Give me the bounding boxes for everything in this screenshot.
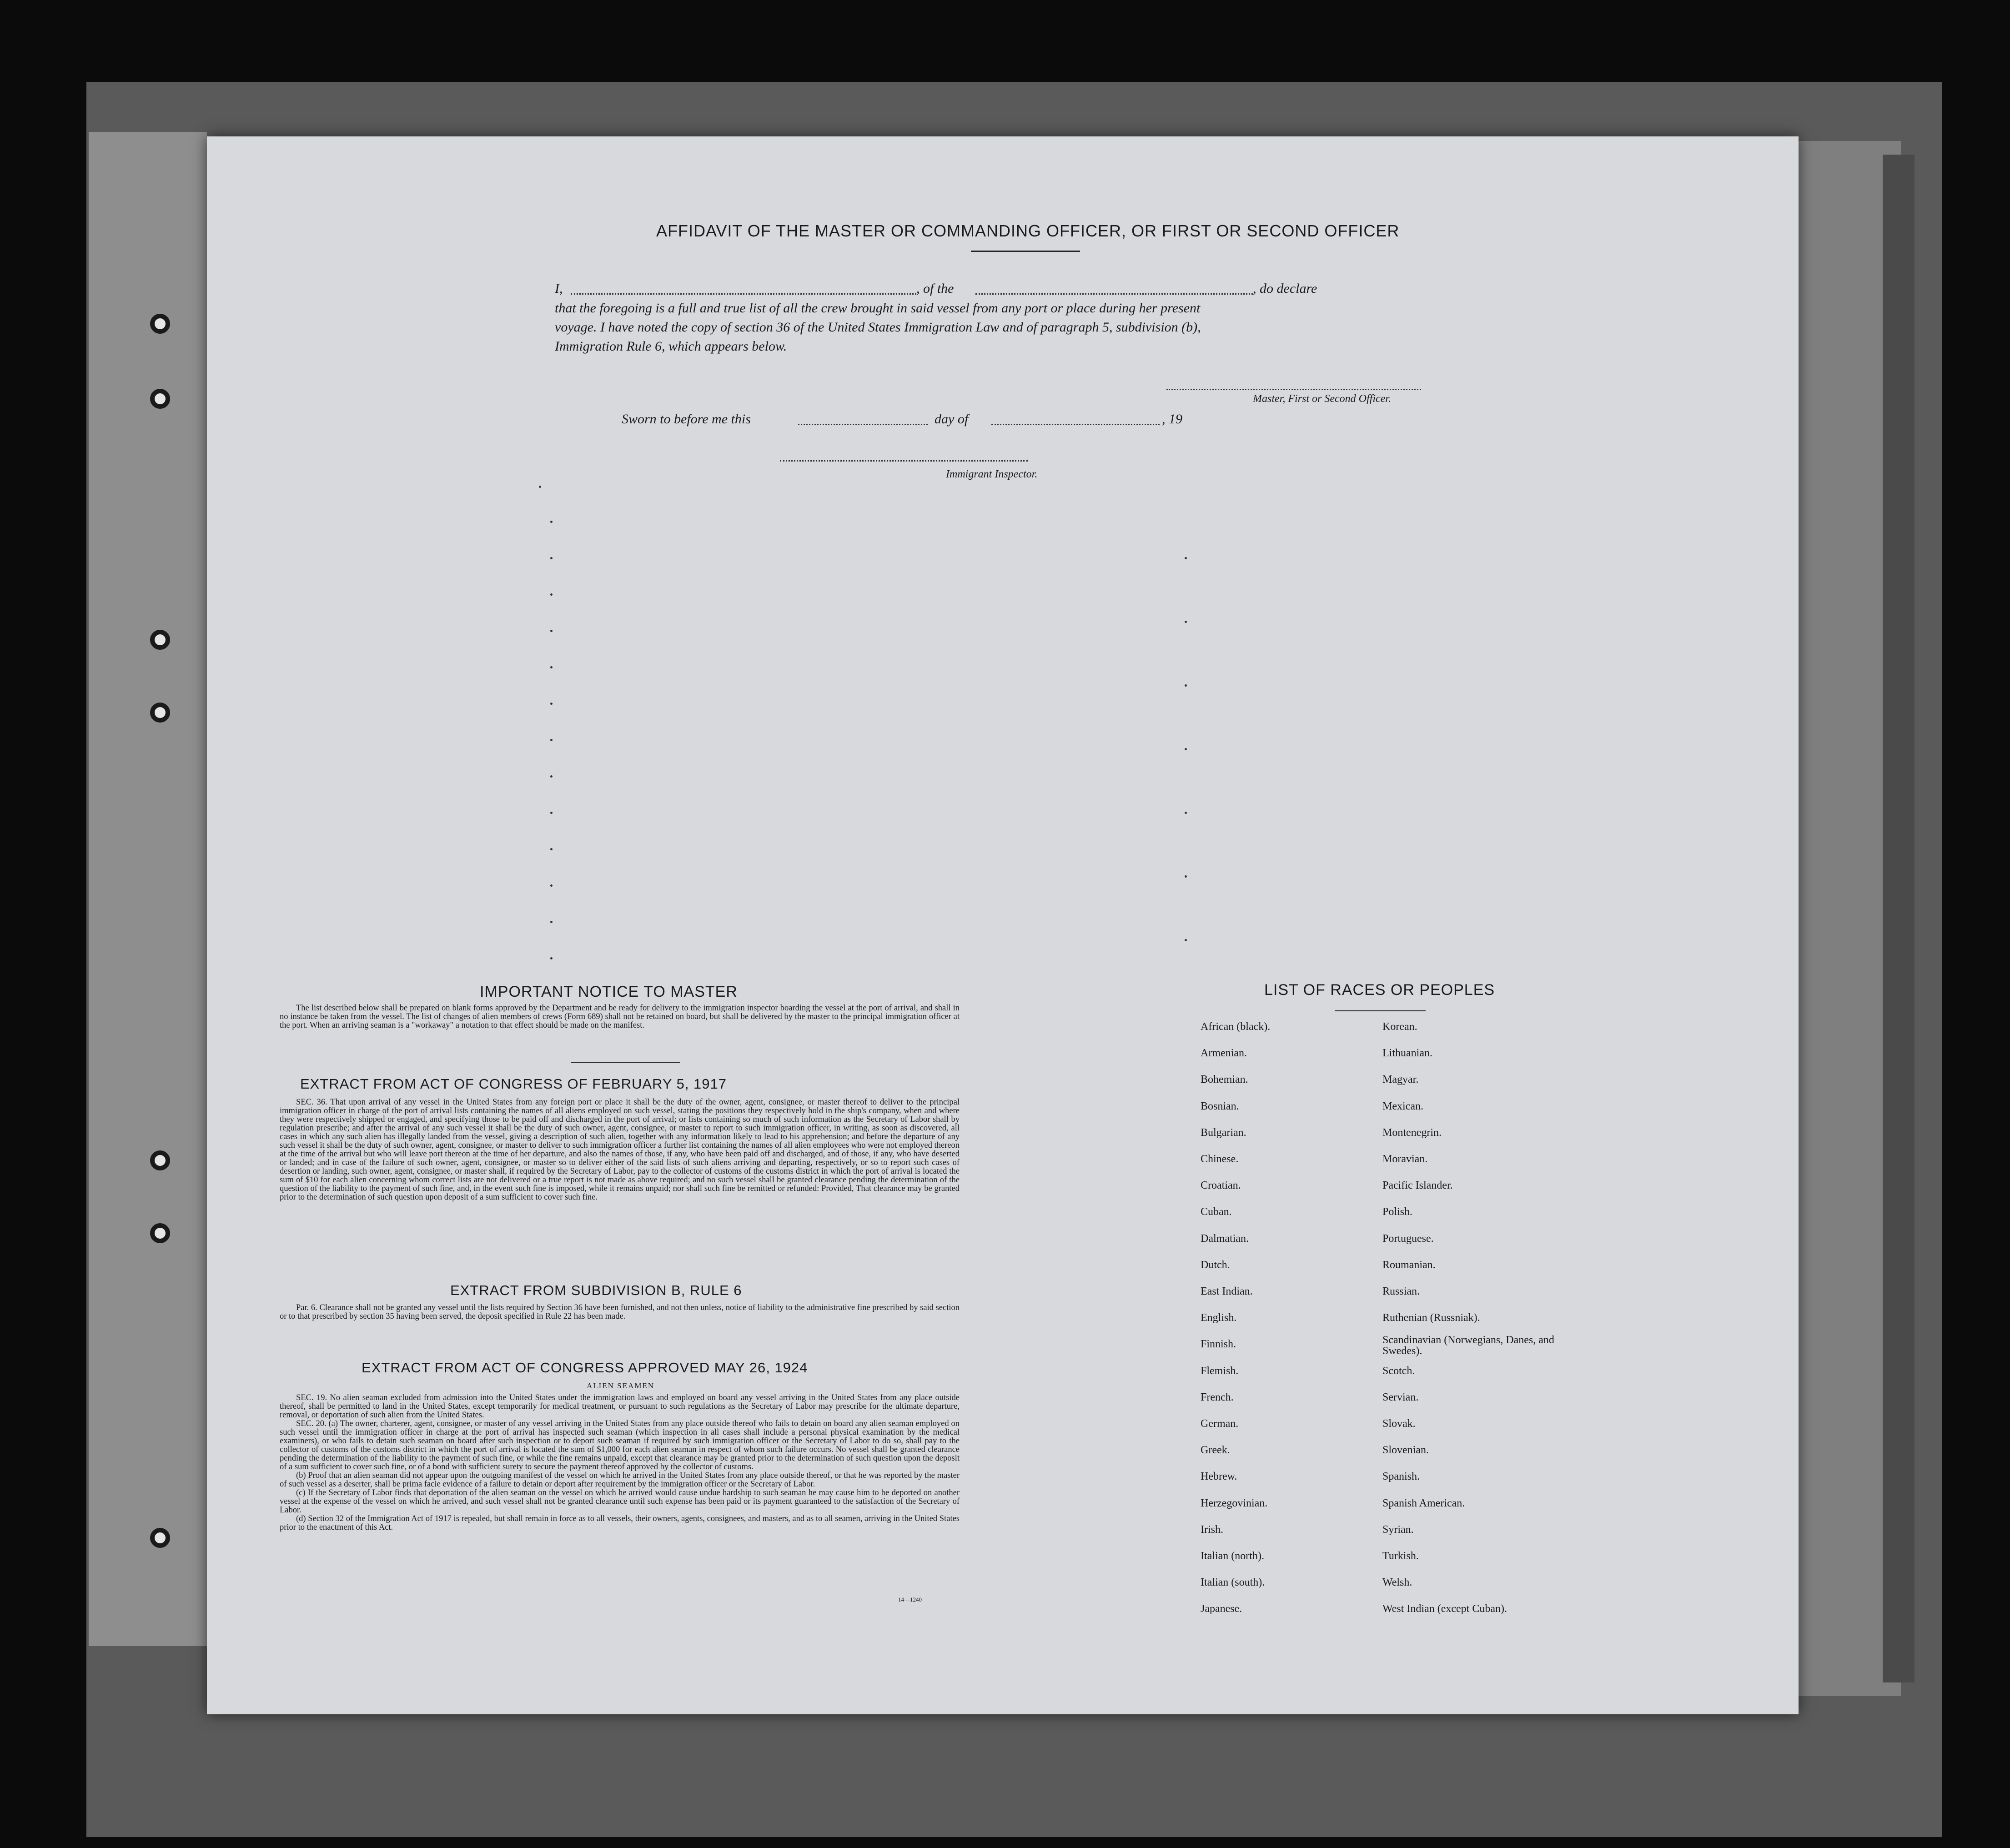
extract-1924-para: SEC. 20. (a) The owner, charterer, agent, consignee, or master of any vessel arriving in the United States from any place outside thereof who fails to detain on board any alien seaman employed on such vessel until the immigration officer in charge at the port of arrival has inspected such seaman (which inspection in all cases shall include a personal physical examination by the medical examiners), or who fails to detain such seaman on board after such inspection or to deport such seaman if required by such immigration officer or the Secretary of Labor to do so, shall pay to the collector of customs of the customs district in which the port of arrival is located the sum of $1,000 for each alien seaman in respect of whom such failure occurs. No vessel shall be granted clearance pending the determination of the liability to the payment of such fine, or while the fine remains unpaid, except that clearance may be granted prior to the determination of such question upon the deposit of a sum sufficient to cover such fine, or of a bond with sufficient surety to secure the payment thereof approved by the collector of customs.	[280, 1419, 960, 1471]
master-label: Master, First or Second Officer.	[1253, 393, 1391, 405]
race-item: Servian.	[1382, 1391, 1419, 1403]
race-item: East Indian.	[1201, 1286, 1253, 1297]
race-item: Slovak.	[1382, 1418, 1416, 1430]
affidavit-title: AFFIDAVIT OF THE MASTER OR COMMANDING OFFICER, OR FIRST OR SECOND OFFICER	[656, 221, 1400, 240]
race-item: Italian (north).	[1201, 1550, 1264, 1562]
race-item: African (black).	[1201, 1021, 1271, 1033]
race-item: Hebrew.	[1201, 1471, 1237, 1483]
race-item: Japanese.	[1201, 1603, 1242, 1615]
race-item: Welsh.	[1382, 1577, 1412, 1589]
sworn-month-line	[991, 424, 1160, 425]
extract-rule6-text: Par. 6. Clearance shall not be granted any vessel until the lists required by Section 36 have been furnished, and not then unless, notice of liability to the administrative fine prescribed by said section or to that prescribed by section 35 having been served, the deposit specified in Rule 22 has been made.	[280, 1303, 960, 1321]
race-item: Bulgarian.	[1201, 1126, 1246, 1139]
extract-rule6-body	[280, 1304, 960, 1321]
race-item: Croatian.	[1201, 1180, 1241, 1192]
race-item: Moravian.	[1382, 1153, 1428, 1165]
inspector-label: Immigrant Inspector.	[946, 468, 1038, 480]
notice-body	[280, 1004, 960, 1030]
binder-hole	[150, 630, 170, 650]
race-item: Finnish.	[1201, 1338, 1236, 1351]
notice-text: The list described below shall be prepared on blank forms approved by the Department and be ready for delivery to the immigration inspector boarding the vessel at the port of arrival, and shall in no instance be taken from the vessel. The list of changes of alien members of crews (Form 689) shall not be retained on board, but shall be delivered by the master to the principal immigration officer at the port. When an arriving seaman is a "workaway" a notation to that effect should be made on the manifest.	[280, 1004, 960, 1030]
race-item: Russian.	[1382, 1286, 1420, 1297]
race-item: French.	[1201, 1391, 1234, 1403]
document-page	[207, 136, 1799, 1714]
affidavit-line-2: that the foregoing is a full and true list of all the crew brought in said vessel from any port or place during her present	[555, 301, 1201, 316]
bleed-dot	[1185, 875, 1187, 878]
right-binder-edge	[1883, 155, 1915, 1682]
races-rule	[1335, 1010, 1426, 1011]
extract-1917-text: SEC. 36. That upon arrival of any vessel in the United States from any foreign port or place it shall be the duty of the owner, agent, consignee, or master thereof to deliver to the principal immigration officer in charge of the port of arrival lists containing the names of all aliens employed on such vessel, stating the positions they respectively hold in the ship's company, when and where they were respectively shipped or engaged, and specifying those to be paid off and discharged in the port of arrival; or lists containing so much of such information as the Secretary of Labor shall by regulation prescribe; and after the arrival of any such vessel it shall be the duty of such owner, agent, consignee, or master to report to such immigration officer, in writing, as soon as discovered, all cases in which any such alien has illegally landed from the vessel, giving a description of such alien, together with any information likely to lead to his apprehension; and before the departure of any such vessel it shall be the duty of such owner, agent, consignee, or master to deliver to such immigration officer a further list containing the names of all alien employees who were not employed thereon at the time of the arrival but who will leave port thereon at the time of her departure, and also the names of those, if any, who have been paid off and discharged, and of those, if any, who have deserted or landed; and in case of the failure of such owner, agent, consignee, or master so to deliver either of the said lists of such aliens arriving and departing, respectively, or so to report such cases of desertion or landing, such owner, agent, consignee, or master shall, if required by the Secretary of Labor, pay to the collector of customs of the customs district in which the port of arrival is located the sum of $10 for each alien concerning whom correct lists are not delivered or a true report is not made as above required; and no such vessel shall be granted clearance pending the determination of the question of the liability to the payment of such fine, and, in the event such fine is imposed, while it remains unpaid; nor shall such fine be remitted or refunded: Provided, That clearance may be granted prior to the determination of such question upon deposit of a sum sufficient to cover such fine.	[280, 1098, 960, 1202]
binder-hole	[150, 1528, 170, 1548]
vessel-blank-line	[975, 293, 1253, 295]
race-item: Spanish.	[1382, 1471, 1420, 1483]
bleed-dot	[550, 812, 553, 814]
race-item: Bosnian.	[1201, 1100, 1239, 1112]
notice-rule	[571, 1062, 680, 1063]
bleed-dot	[550, 521, 553, 523]
bleed-dot	[1185, 621, 1187, 623]
race-item: Scandinavian (Norwegians, Danes, and Swedes).	[1382, 1334, 1554, 1357]
race-item: Cuban.	[1201, 1206, 1232, 1218]
race-item: Dutch.	[1201, 1259, 1230, 1271]
extract-1924-body	[280, 1394, 960, 1532]
race-item: Spanish American.	[1382, 1497, 1465, 1509]
master-signature-line	[1166, 389, 1421, 390]
extract-1924-para: (b) Proof that an alien seaman did not appear upon the outgoing manifest of the vessel on which he arrived in the United States from any place outside thereof, or that he was reported by the master of such vessel as a deserter, shall be prima facie evidence of a failure to detain or deport after requirement by the immigration officer or the Secretary of Labor.	[280, 1471, 960, 1489]
affidavit-do-declare: , do declare	[1253, 281, 1317, 296]
race-item: Magyar.	[1382, 1074, 1419, 1086]
affidavit-i: I,	[555, 281, 563, 296]
affidavit-line-4: Immigration Rule 6, which appears below.	[555, 339, 787, 354]
form-number: 14—1240	[898, 1596, 922, 1603]
race-item: Slovenian.	[1382, 1444, 1429, 1456]
binder-hole	[150, 389, 170, 409]
binder-hole	[150, 703, 170, 723]
race-item: Mexican.	[1382, 1100, 1423, 1112]
bleed-dot	[1185, 684, 1187, 687]
races-title: LIST OF RACES OR PEOPLES	[1264, 981, 1495, 999]
binder-hole	[150, 1150, 170, 1170]
bleed-dot	[550, 957, 553, 959]
bleed-dot	[550, 666, 553, 668]
bleed-dot	[1185, 748, 1187, 750]
race-item: Armenian.	[1201, 1047, 1247, 1060]
binder-hole	[150, 1223, 170, 1243]
race-item: Pacific Islander.	[1382, 1180, 1453, 1192]
race-item: Ruthenian (Russniak).	[1382, 1312, 1480, 1324]
bleed-dot	[550, 630, 553, 632]
bleed-dot	[539, 486, 541, 488]
race-item: Portuguese.	[1382, 1232, 1434, 1245]
binder-hole	[150, 314, 170, 334]
race-item: Italian (south).	[1201, 1577, 1265, 1589]
day-of: day of	[935, 412, 969, 427]
race-item: German.	[1201, 1418, 1239, 1430]
race-item: Chinese.	[1201, 1153, 1239, 1165]
notice-title: IMPORTANT NOTICE TO MASTER	[480, 983, 738, 1000]
title-rule	[971, 251, 1080, 252]
race-item: Syrian.	[1382, 1523, 1414, 1536]
extract-1924-para: (c) If the Secretary of Labor finds that deportation of the alien seaman on the vessel on which he arrived would cause undue hardship to such seaman he may cause him to be deported on another vessel at the expense of the vessel on which he arrived, and such vessel shall not be granted clearance until such expense has been paid or its payment guaranteed to the satisfaction of the Secretary of Labor.	[280, 1488, 960, 1515]
bleed-dot	[1185, 557, 1187, 559]
affidavit-of-the: , of the	[916, 281, 954, 296]
extract-rule6-title: EXTRACT FROM SUBDIVISION B, RULE 6	[450, 1282, 742, 1298]
race-item: Polish.	[1382, 1206, 1413, 1218]
race-item: Bohemian.	[1201, 1074, 1248, 1086]
race-item: Irish.	[1201, 1523, 1223, 1536]
sworn-day-line	[798, 424, 928, 425]
bleed-dot	[1185, 812, 1187, 814]
race-item: West Indian (except Cuban).	[1382, 1603, 1507, 1615]
extract-1917-title: EXTRACT FROM ACT OF CONGRESS OF FEBRUARY 5, 1917	[300, 1076, 727, 1092]
race-item: Greek.	[1201, 1444, 1230, 1456]
bleed-dot	[1185, 939, 1187, 941]
race-item: Montenegrin.	[1382, 1126, 1442, 1139]
extract-1924-para: (d) Section 32 of the Immigration Act of 1917 is repealed, but shall remain in force as to all vessels, their owners, agents, consignees, and masters, and as to all seamen, arriving in the United States prior to the enactment of this Act.	[280, 1514, 960, 1532]
bleed-dot	[550, 775, 553, 778]
race-item: Lithuanian.	[1382, 1047, 1432, 1060]
race-item: Turkish.	[1382, 1550, 1419, 1562]
left-binder-flap	[89, 132, 207, 1646]
sworn-text: Sworn to before me this	[622, 412, 751, 427]
affidavit-line-3: voyage. I have noted the copy of section 36 of the United States Immigration Law and of paragraph 5, subdivision (b),	[555, 320, 1201, 335]
bleed-dot	[550, 593, 553, 596]
alien-seamen-subtitle: ALIEN SEAMEN	[587, 1381, 655, 1390]
race-item: Herzegovinian.	[1201, 1497, 1268, 1509]
race-item: Dalmatian.	[1201, 1232, 1249, 1245]
name-blank-line	[571, 293, 916, 295]
extract-1924-para: SEC. 19. No alien seaman excluded from admission into the United States under the immigration laws and employed on board any vessel arriving in the United States from any place outside thereof, shall be permitted to land in the United States, except temporarily for medical treatment, or pursuant to such regulations as the Secretary of Labor may prescribe for the ultimate departure, removal, or deportation of such alien from the United States.	[280, 1393, 960, 1420]
bleed-dot	[550, 921, 553, 923]
race-item: Flemish.	[1201, 1365, 1239, 1377]
race-item: Roumanian.	[1382, 1259, 1436, 1271]
bleed-dot	[550, 703, 553, 705]
bleed-dot	[550, 739, 553, 741]
inspector-signature-line	[780, 460, 1028, 462]
race-item: English.	[1201, 1312, 1237, 1324]
race-item: Korean.	[1382, 1021, 1417, 1033]
bleed-dot	[550, 884, 553, 887]
extract-1924-title: EXTRACT FROM ACT OF CONGRESS APPROVED MAY 26, 1924	[362, 1360, 808, 1376]
race-item: Scotch.	[1382, 1365, 1415, 1377]
bleed-dot	[550, 848, 553, 850]
extract-1917-body	[280, 1098, 960, 1202]
year-prefix: , 19	[1162, 412, 1182, 427]
bleed-dot	[550, 557, 553, 559]
